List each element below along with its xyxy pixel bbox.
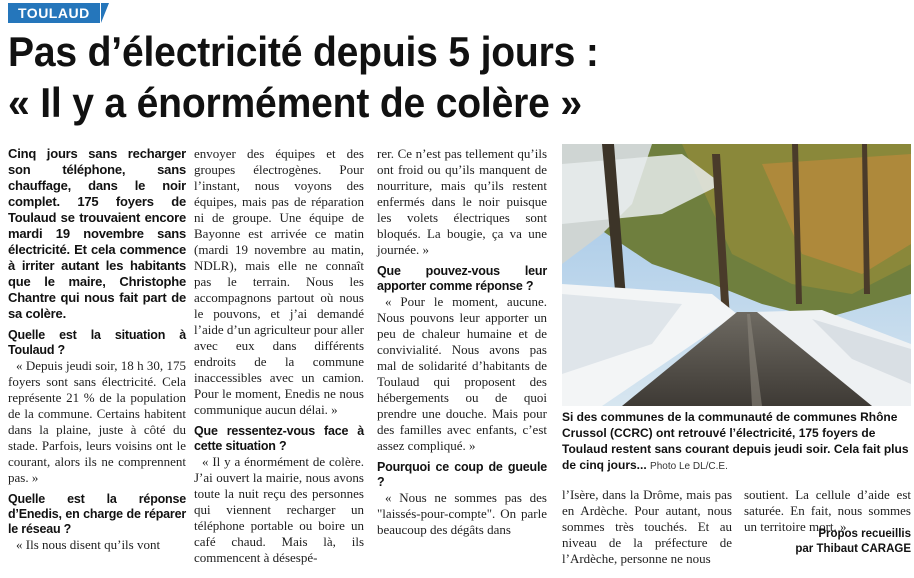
question-4: Que pouvez-vous leur apporter comme réponse ? [377,264,547,293]
answer-2-start: « Ils nous disent qu’ils vont [16,537,161,552]
answer-3-continued: rer. Ce n’est pas tellement qu’ils ont froid ou qu’ils manquent de nourriture, mais qu’ils restent enfermés dans le noir puisque les volets électriques sont bloqués. La bougie, ça va une journée. » [377,146,547,257]
answer-2-continued: envoyer des équipes et des groupes électrogènes. Pour l’instant, nous voyons des équipes, mais pas de réparation ni de groupe. Une équipe de Bayonne est arrivée ce matin (mardi 19 novembre au matin, NDLR), mais elle ne connaît pas le terrain. Nous les accompagnons partout où nous le pouvons, et j’ai demandé l’aide d’un agriculteur pour aller avec eux dans différents endroits de la commune inaccessibles avec un camion. Pour le moment, Enedis ne nous communique aucun délai. » [194,146,364,417]
answer-3-start: « Il y a énormément de colère. J’ai ouvert la mairie, nous avons toute la nuit reçu des personnes qui viennent recharger un téléphone portable ou boire un café chaud. Mais là, ils commencent à désespé- [194,454,364,565]
signature [744,527,911,557]
headline-line-1: Pas d’électricité depuis 5 jours : [8,28,599,75]
answer-5-start: « Nous ne sommes pas des "laissés-pour-compte". On parle beaucoup des dégâts dans [377,490,547,537]
headline-line-2: « Il y a énormément de colère » [8,79,582,126]
signature-line-1: Propos recueillis [818,528,911,540]
question-5: Pourquoi ce coup de gueule ? [377,460,547,489]
article-column-1 [8,146,186,553]
photo-caption [562,409,911,475]
answer-4: « Pour le moment, aucune. Nous pouvons leur apporter un peu de chaleur humaine et de convivialité. Nous avons pas mal de solidarité d’habitants de Toulaud qui proposent des hébergements ou de quoi prendre une douche. Mais pour des familles avec enfants, c’est assez compliqué. » [377,294,547,453]
photo-credit: Photo Le DL/C.E. [650,461,728,472]
bottom-column-2: soutient. La cellule d’aide est saturée. En fait, nous sommes un territoire mort. » [744,487,911,534]
question-2: Quelle est la réponse d’Enedis, en charge de réparer le réseau ? [8,492,186,536]
signature-line-2: par Thibaut CARAGE [795,543,911,555]
snowy-road-photo [562,144,911,406]
question-1: Quelle est la situation à Toulaud ? [8,328,186,357]
article-column-3 [377,146,547,538]
answer-1: « Depuis jeudi soir, 18 h 30, 175 foyers sont sans électricité. Cela représente 21 % de la population de la commune. Certains habitent dans la plaine, juste à côté du stade. Parfois, leurs voisins ont le courant, alors ils ne comprennent pas. » [8,358,186,485]
rubric-tag: TOULAUD [8,3,100,23]
photo-caption-text: Si des communes de la communauté de communes Rhône Crussol (CCRC) ont retrouvé l’électricité, 175 foyers de Toulaud restent sans courant depuis jeudi soir. Cela fait plus de cinq jours... [562,410,909,472]
rubric-tag-tail [101,3,109,23]
bottom-column-1: l’Isère, dans la Drôme, mais pas en Ardèche. Pour autant, nous sommes très touchés. Et au niveau de la préfecture de l’Ardèche, personne ne nous [562,487,732,566]
headline [8,26,845,128]
snowy-road-illustration [562,144,911,406]
question-3: Que ressentez-vous face à cette situation ? [194,424,364,453]
chapo: Cinq jours sans recharger son téléphone, sans chauffage, dans le noir complet. 175 foyers de Toulaud se trouvaient encore mardi 19 novembre sans électricité. Et cela commence à irriter autant les habitants que le maire, Christophe Chantre qui nous fait part de sa colère. [8,146,186,321]
article-column-2 [194,146,364,566]
